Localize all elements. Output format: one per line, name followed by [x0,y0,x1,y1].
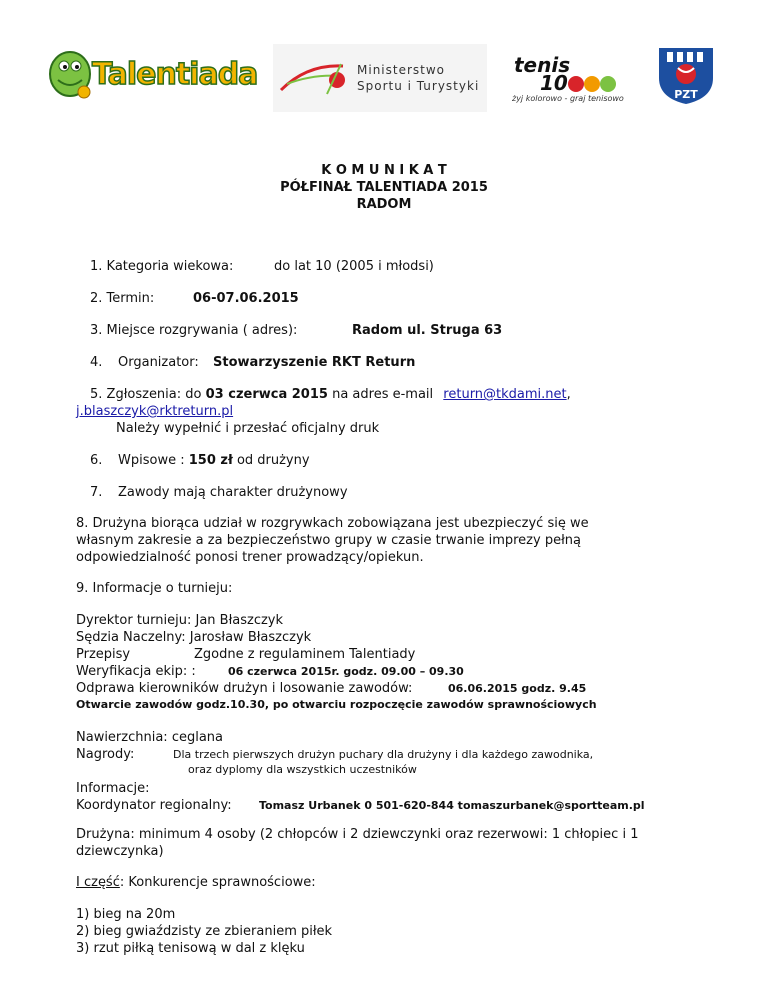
part1-heading-line [76,874,316,891]
team-line2: dziewczynka) [76,844,164,859]
part1-event-1: 1) bieg na 20m [76,907,176,922]
item-fee-number: 6. [90,453,103,468]
details-prizes-line2: oraz dyplomy dla wszystkich uczestników [188,763,417,776]
info-director: Dyrektor turnieju: Jan Błaszczyk [76,613,284,628]
item-fee-label: Wpisowe : [118,453,185,468]
item-venue-value: Radom ul. Struga 63 [352,323,503,338]
details-prizes-label: Nagrody: [76,747,135,762]
item-insurance-line2: własnym zakresie a za bezpieczeństwo grupy w czasie trwanie imprezy pełną [76,533,581,548]
item-registration-date: 03 czerwca 2015 [205,387,328,402]
tenis-balls-icon [568,74,618,94]
part1-heading-rest: : Konkurencje sprawnościowe: [119,875,316,890]
details-surface: Nawierzchnia: ceglana [76,730,223,745]
document-city: RADOM [356,197,412,212]
document-subtitle: PÓŁFINAŁ TALENTIADA 2015 [280,180,488,195]
details-info-label: Informacje: [76,781,150,796]
item-age-category-value: do lat 10 (2005 i młodsi) [274,259,434,274]
item-registration-line [90,386,571,403]
info-rules-value: Zgodne z regulaminem Talentiady [194,647,416,662]
item-fee-suffix: od drużyny [236,453,310,468]
info-rules-label: Przepisy [76,647,131,662]
info-verification-value: 06 czerwca 2015r. godz. 09.00 – 09.30 [228,665,464,678]
tenis10-logo-tagline: żyj kolorowo - graj tenisowo [512,94,624,103]
item-date-label: 2. Termin: [90,291,155,306]
tenis10-logo [510,54,622,106]
item-registration-note: Należy wypełnić i przesłać oficjalny druk [116,421,380,436]
info-judge: Sędzia Naczelny: Jarosław Błaszczyk [76,630,312,645]
pzt-logo [655,44,717,106]
ministry-logo [273,44,487,112]
ministry-logo-line1: Ministerstwo [357,63,446,77]
details-coordinator-value: Tomasz Urbanek 0 501-620-844 tomaszurbanek@sportteam.pl [259,799,645,812]
item-organizer-number: 4. [90,355,103,370]
item-registration-prefix: 5. Zgłoszenia: do [90,387,202,402]
ministry-logo-line2: Sportu i Turystyki [357,79,480,93]
info-briefing-value: 06.06.2015 godz. 9.45 [448,682,587,695]
item-organizer-label: Organizator: [118,355,199,370]
item-registration-mid: na adres e-mail [332,387,434,402]
part1-heading: I część [76,875,120,890]
item-insurance-line3: odpowiedzialność ponosi trener prowadzący/opiekun. [76,550,424,565]
item-organizer-value: Stowarzyszenie RKT Return [213,355,416,370]
email-link-blaszczyk[interactable]: j.blaszczyk@rktreturn.pl [76,404,234,419]
details-coordinator-label: Koordynator regionalny: [76,798,232,813]
pzt-logo-text: PZT [674,88,698,101]
item-venue-label: 3. Miejsce rozgrywania ( adres): [90,323,298,338]
talentiada-logo [44,44,258,106]
item-fee-value: 150 zł [188,453,233,468]
talentiada-logo-text: Talentiada [92,57,258,92]
part1-event-2: 2) bieg gwiaździsty ze zbieraniem piłek [76,924,333,939]
item-team-format-text: Zawody mają charakter drużynowy [118,485,348,500]
document-title: K O M U N I K A T [321,163,447,178]
email-separator: , [566,387,571,402]
item-tournament-info-heading: 9. Informacje o turnieju: [76,581,233,596]
item-team-format-number: 7. [90,485,103,500]
info-verification-label: Weryfikacja ekip: : [76,664,196,679]
item-date-value: 06-07.06.2015 [193,291,299,306]
info-briefing-label: Odprawa kierowników drużyn i losowanie zawodów: [76,681,413,696]
email-link-return[interactable]: return@tkdami.net [443,387,567,402]
item-age-category-label: 1. Kategoria wiekowa: [90,259,234,274]
part1-event-3: 3) rzut piłką tenisową w dal z klęku [76,941,305,956]
details-prizes-line1: Dla trzech pierwszych drużyn puchary dla drużyny i dla każdego zawodnika, [173,748,594,761]
tenis10-logo-number: 10 [540,71,568,95]
team-line1: Drużyna: minimum 4 osoby (2 chłopców i 2 dziewczynki oraz rezerwowi: 1 chłopiec i 1 [76,827,639,842]
item-insurance-line1: 8. Drużyna biorąca udział w rozgrywkach zobowiązana jest ubezpieczyć się we [76,516,589,531]
info-opening: Otwarcie zawodów godz.10.30, po otwarciu rozpoczęcie zawodów sprawnościowych [76,698,597,711]
tenis10-logo-word: tenis [514,53,571,77]
